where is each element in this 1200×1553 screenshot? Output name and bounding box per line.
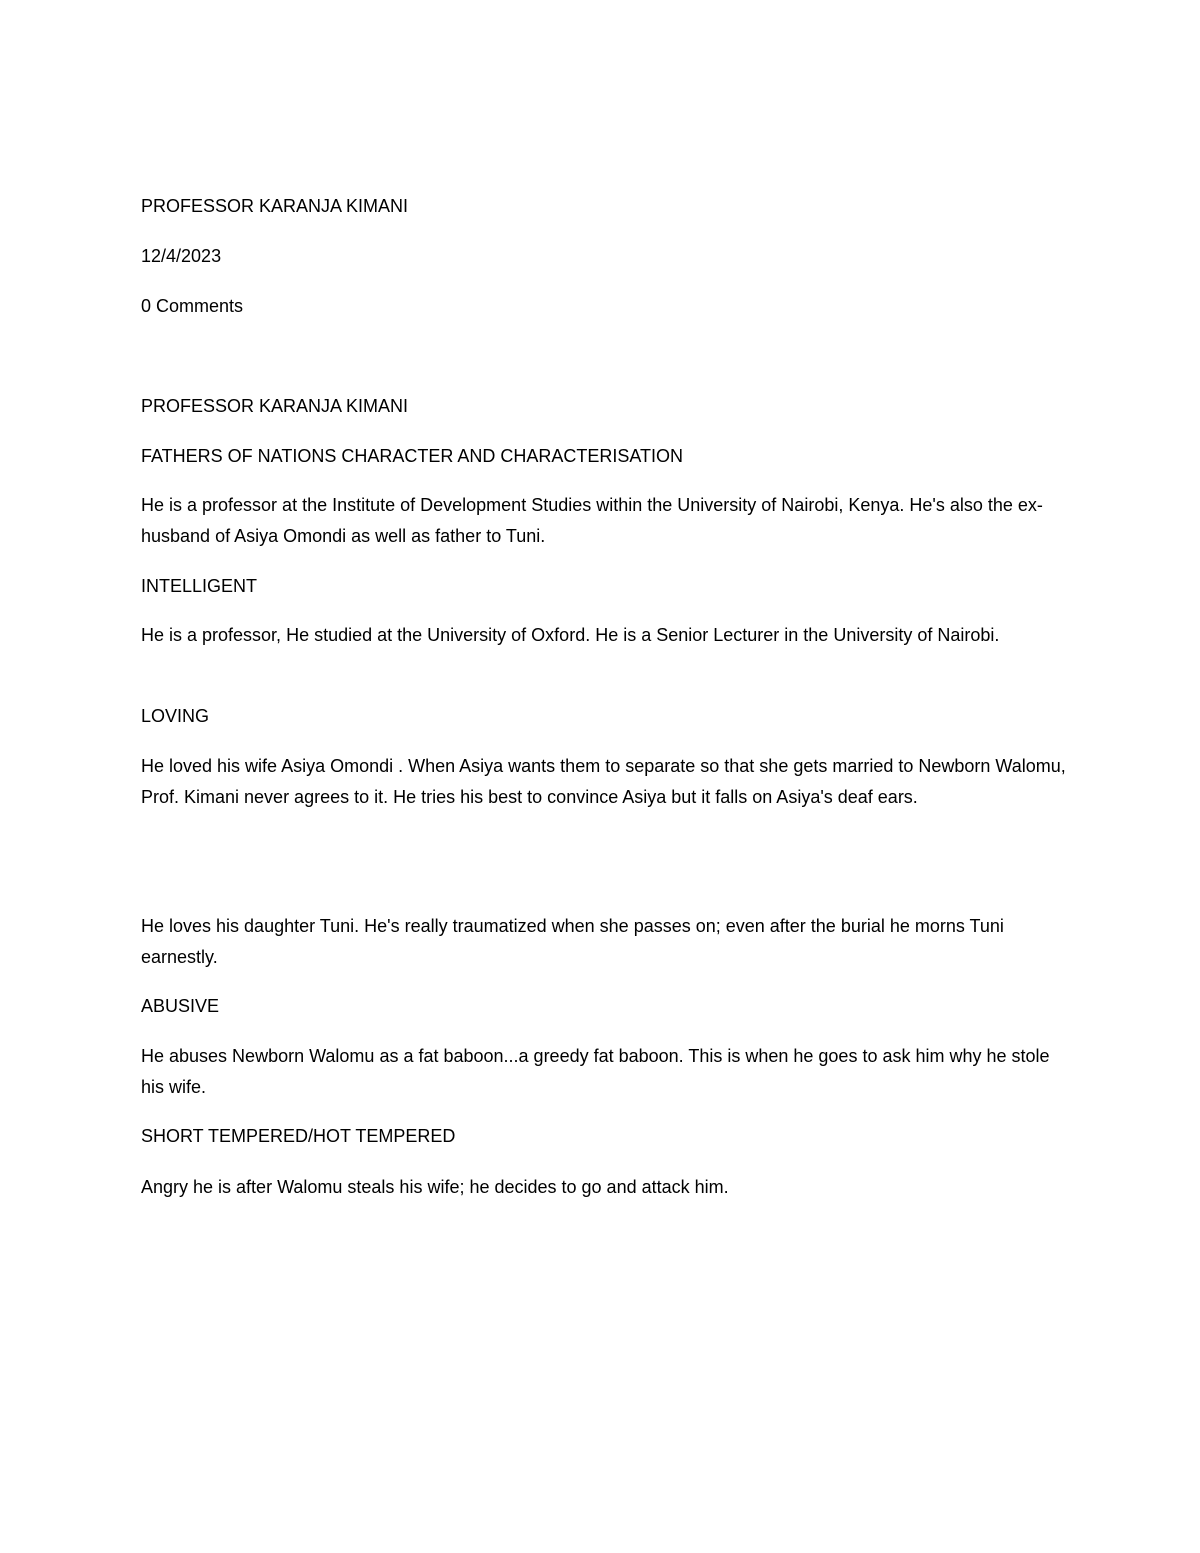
section-heading-intelligent: INTELLIGENT [141, 576, 258, 596]
article-title: PROFESSOR KARANJA KIMANI [141, 396, 409, 416]
section-heading-loving: LOVING [141, 706, 210, 726]
section-heading-short-tempered: SHORT TEMPERED/HOT TEMPERED [141, 1126, 456, 1146]
comments-count[interactable]: 0 Comments [141, 296, 244, 316]
section-paragraph: He abuses Newborn Walomu as a fat baboon...a greedy fat baboon. This is when he goes to ask him why he stole his wife. [141, 1046, 1050, 1097]
author-name: PROFESSOR KARANJA KIMANI [141, 196, 409, 216]
article-subtitle: FATHERS OF NATIONS CHARACTER AND CHARACTERISATION [141, 446, 684, 466]
section-paragraph: He loves his daughter Tuni. He's really traumatized when she passes on; even after the burial he morns Tuni earnestly. [141, 916, 1004, 967]
section-paragraph: Angry he is after Walomu steals his wife; he decides to go and attack him. [141, 1177, 729, 1197]
section-paragraph: He loved his wife Asiya Omondi . When Asiya wants them to separate so that she gets married to Newborn Walomu, Prof. Kimani never agrees to it. He tries his best to convince Asiya but it falls on Asiya's deaf ears. [141, 756, 1066, 807]
post-date: 12/4/2023 [141, 246, 222, 266]
section-paragraph: He is a professor, He studied at the University of Oxford. He is a Senior Lecturer in the University of Nairobi. [141, 625, 1000, 645]
intro-paragraph: He is a professor at the Institute of Development Studies within the University of Nairobi, Kenya. He's also the ex-husband of Asiya Omondi as well as father to Tuni. [141, 495, 1043, 546]
section-heading-abusive: ABUSIVE [141, 996, 220, 1016]
